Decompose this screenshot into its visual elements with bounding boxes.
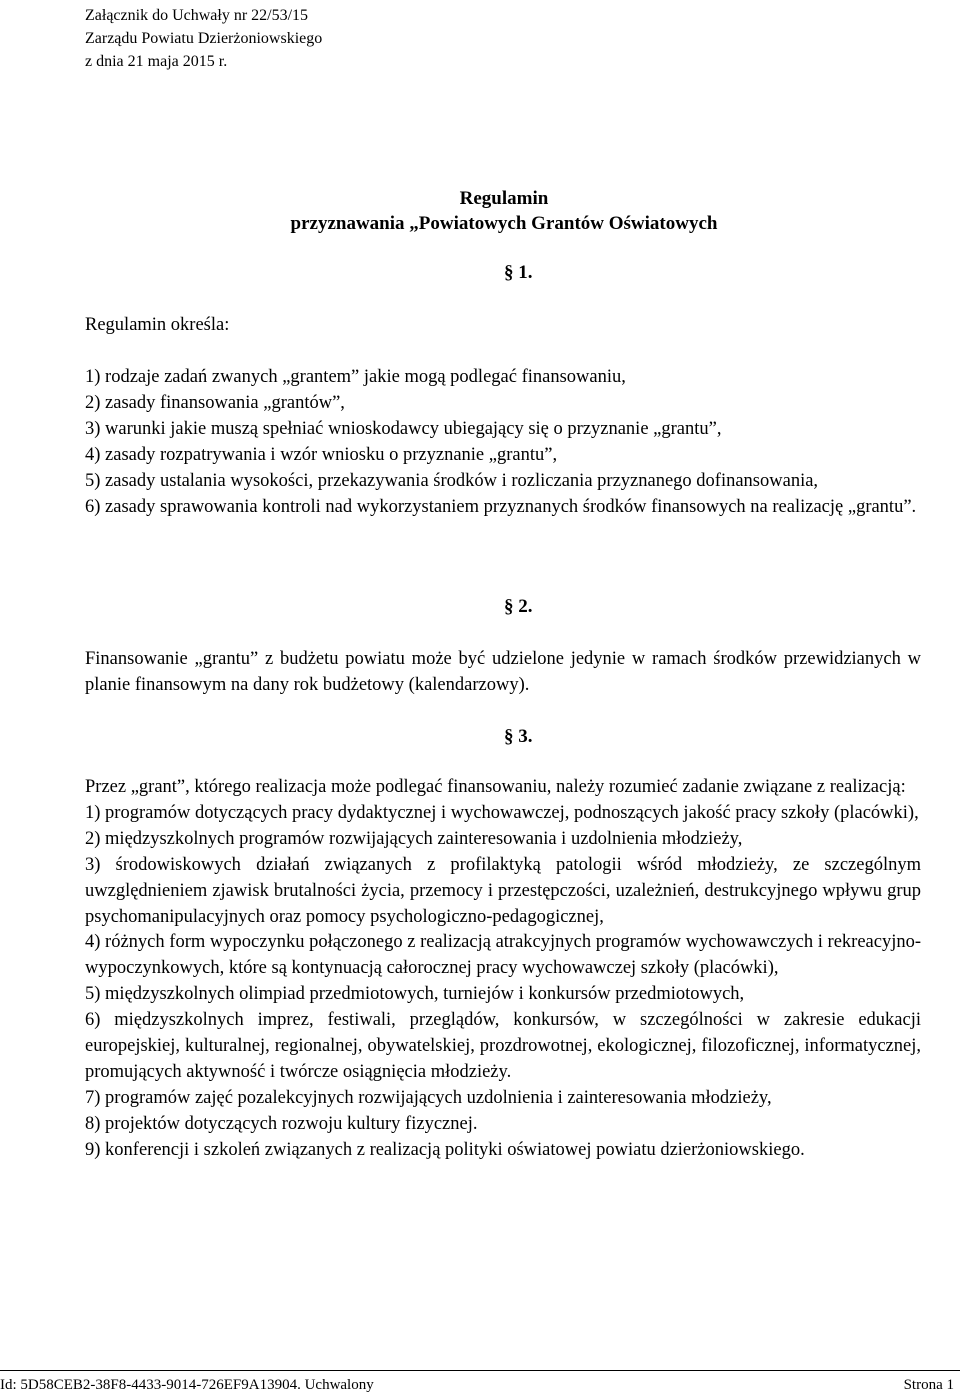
- list-item: 6) zasady sprawowania kontroli nad wykorzystaniem przyznanych środków finansowych na realizację „grantu”.: [85, 496, 917, 517]
- list-item: 8) projektów dotyczących rozwoju kultury fizycznej.: [85, 1113, 478, 1134]
- list-item: 5) zasady ustalania wysokości, przekazywania środków i rozliczania przyznanego dofinansowania,: [85, 470, 819, 491]
- paragraph-mark-3: § 3.: [504, 726, 533, 747]
- header-line-board: Zarządu Powiatu Dzierżoniowskiego: [85, 30, 323, 47]
- section3-intro: Przez „grant”, którego realizacja może podlegać finansowaniu, należy rozumieć zadanie związane z realizacją:: [85, 777, 906, 797]
- document-title: Regulamin: [459, 188, 549, 209]
- document-id: Id: 5D58CEB2-38F8-4433-9014-726EF9A13904. Uchwalony: [0, 1377, 374, 1393]
- list-item: 1) programów dotyczących pracy dydaktycznej i wychowawczej, podnoszących jakość pracy szkoły (placówki),: [85, 802, 919, 823]
- page-footer: [0, 1370, 960, 1399]
- paragraph-mark-1: § 1.: [504, 262, 533, 283]
- page-number: Strona 1: [903, 1377, 954, 1393]
- section1-intro: Regulamin określa:: [85, 315, 230, 335]
- list-item: 1) rodzaje zadań zwanych „grantem” jakie mogą podlegać finansowaniu,: [85, 367, 626, 387]
- list-item: 5) międzyszkolnych olimpiad przedmiotowych, turniejów i konkursów przedmiotowych,: [85, 984, 745, 1005]
- section2-text: Finansowanie „grantu” z budżetu powiatu może być udzielone jedynie w ramach środków przewidzianych w planie finansowym na dany rok budżetowy (kalendarzowy).: [85, 649, 921, 695]
- list-item: 4) zasady rozpatrywania i wzór wniosku o przyznanie „grantu”,: [85, 444, 558, 465]
- list-item: 9) konferencji i szkoleń związanych z realizacją polityki oświatowej powiatu dzierżoniowskiego.: [85, 1139, 805, 1160]
- section3-body: [85, 775, 921, 1164]
- list-item: 2) międzyszkolnych programów rozwijających zainteresowania i uzdolnienia młodzieży,: [85, 828, 743, 849]
- list-item: 6) międzyszkolnych imprez, festiwali, przeglądów, konkursów, w szczególności w zakresie edukacji europejskiej, kulturalnej, regionalnej, obywatelskiej, prozdrowotnej, ekologicznej, filozoficznej, informatycznej, promujących aktywność i twórcze osiągnięcia młodzieży.: [85, 1010, 921, 1082]
- header-line-date: z dnia 21 maja 2015 r.: [85, 53, 228, 70]
- list-item: 3) warunki jakie muszą spełniać wnioskodawcy ubiegający się o przyznanie „grantu”,: [85, 418, 722, 439]
- paragraph-mark-2: § 2.: [504, 596, 533, 617]
- attachment-header: [85, 4, 322, 73]
- list-item: 4) różnych form wypoczynku połączonego z realizacją atrakcyjnych programów wychowawczych i rekreacyjno-wypoczynkowych, które są kontynuacją całorocznej pracy wychowawczej szkoły (placówki),: [85, 932, 921, 979]
- section1-list: [85, 365, 921, 520]
- document-subtitle: przyznawania „Powiatowych Grantów Oświatowych: [290, 213, 718, 234]
- list-item: 2) zasady finansowania „grantów”,: [85, 392, 345, 413]
- list-item: 3) środowiskowych działań związanych z profilaktyką patologii wśród młodzieży, ze szczególnym uwzględnieniem zjawisk brutalności życia, przemocy i przestępczości, uzależnień, destrukcyjnego wpływu grup psychomanipulacyjnych oraz pomocy psychologiczno-pedagogicznej,: [85, 854, 921, 927]
- list-item: 7) programów zajęć pozalekcyjnych rozwijających uzdolnienia i zainteresowania młodzieży,: [85, 1087, 772, 1108]
- footer-divider: [0, 1370, 960, 1371]
- header-line-resolution: Załącznik do Uchwały nr 22/53/15: [85, 7, 309, 24]
